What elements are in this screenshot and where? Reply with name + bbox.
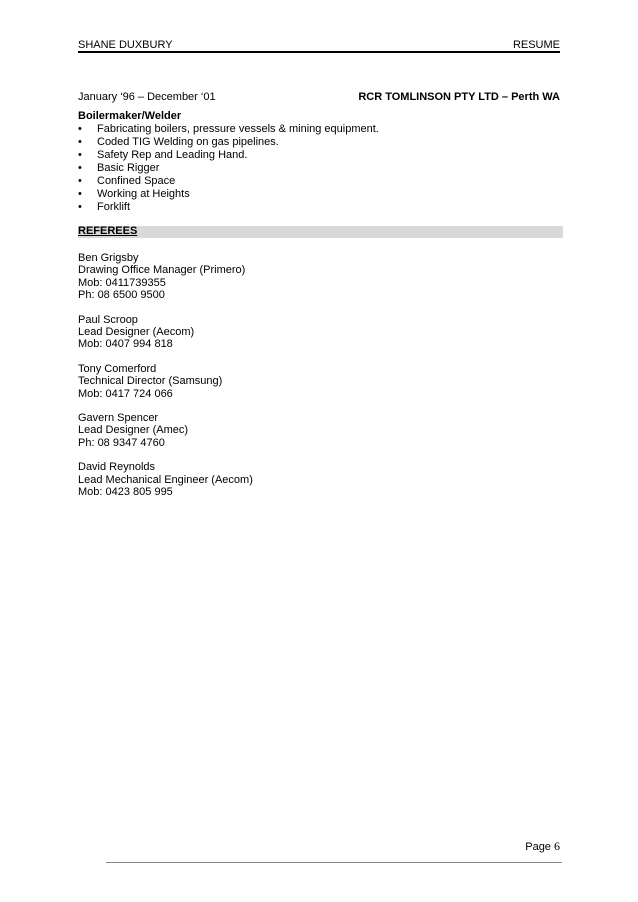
bullet-icon: • (78, 188, 82, 200)
referee-title: Lead Designer (Aecom) (78, 326, 195, 339)
header-divider (78, 51, 560, 53)
referee-entry (78, 412, 560, 449)
job-dates: January ‘96 – December ‘01 (78, 91, 216, 103)
page-header (78, 38, 560, 52)
list-item (78, 188, 560, 201)
referee-title: Technical Director (Samsung) (78, 375, 223, 388)
referee-entry (78, 252, 560, 302)
list-item (78, 175, 560, 188)
bullet-icon: • (78, 175, 82, 187)
list-item (78, 136, 560, 149)
referee-name: Paul Scroop (78, 313, 138, 326)
referee-entry (78, 363, 560, 400)
bullet-icon: • (78, 136, 82, 148)
referee-contact: Mob: 0407 994 818 (78, 338, 173, 351)
duties-list (78, 123, 560, 214)
bullet-icon: • (78, 201, 82, 213)
referee-title: Drawing Office Manager (Primero) (78, 264, 246, 277)
referee-name: Ben Grigsby (78, 252, 139, 264)
job-company: RCR TOMLINSON PTY LTD – Perth WA (358, 91, 560, 103)
duty-text: Coded TIG Welding on gas pipelines. (97, 136, 279, 148)
duty-text: Fabricating boilers, pressure vessels & mining equipment. (97, 123, 379, 135)
bullet-icon: • (78, 162, 82, 174)
list-item (78, 149, 560, 162)
page-number-label (525, 839, 560, 854)
referee-name: Gavern Spencer (78, 412, 159, 425)
header-doc-type: RESUME (512, 39, 560, 51)
list-item (78, 123, 560, 136)
duty-text: Safety Rep and Leading Hand. (97, 149, 248, 161)
referee-title: Lead Mechanical Engineer (Aecom) (78, 473, 253, 486)
bullet-icon: • (78, 149, 82, 161)
duty-text: Working at Heights (97, 188, 190, 200)
referee-contact: Mob: 0423 805 995 (78, 486, 173, 499)
list-item (78, 201, 560, 214)
referee-name: David Reynolds (78, 461, 156, 474)
referees-list (78, 252, 560, 511)
referees-section-heading (78, 226, 563, 238)
section-title: REFEREES (78, 225, 138, 237)
referee-entry (78, 314, 560, 351)
referee-contact: Ph: 08 9347 4760 (78, 436, 165, 449)
bullet-icon: • (78, 123, 82, 135)
referee-contact: Ph: 08 6500 9500 (78, 289, 165, 302)
referee-entry (78, 461, 560, 498)
page-label: Page (525, 841, 551, 853)
referee-contact: Mob: 0411739355 (78, 276, 166, 289)
page-number: 6 (554, 839, 560, 853)
footer-divider (106, 862, 562, 863)
referee-contact: Mob: 0417 724 066 (78, 387, 173, 400)
referee-title: Lead Designer (Amec) (78, 424, 189, 437)
duty-text: Forklift (97, 201, 130, 213)
duty-text: Basic Rigger (97, 162, 160, 174)
duty-text: Confined Space (97, 175, 176, 187)
job-line (78, 90, 560, 104)
job-role: Boilermaker/Welder (78, 110, 182, 122)
referee-name: Tony Comerford (78, 362, 157, 375)
list-item (78, 162, 560, 175)
header-name: SHANE DUXBURY (78, 39, 173, 51)
